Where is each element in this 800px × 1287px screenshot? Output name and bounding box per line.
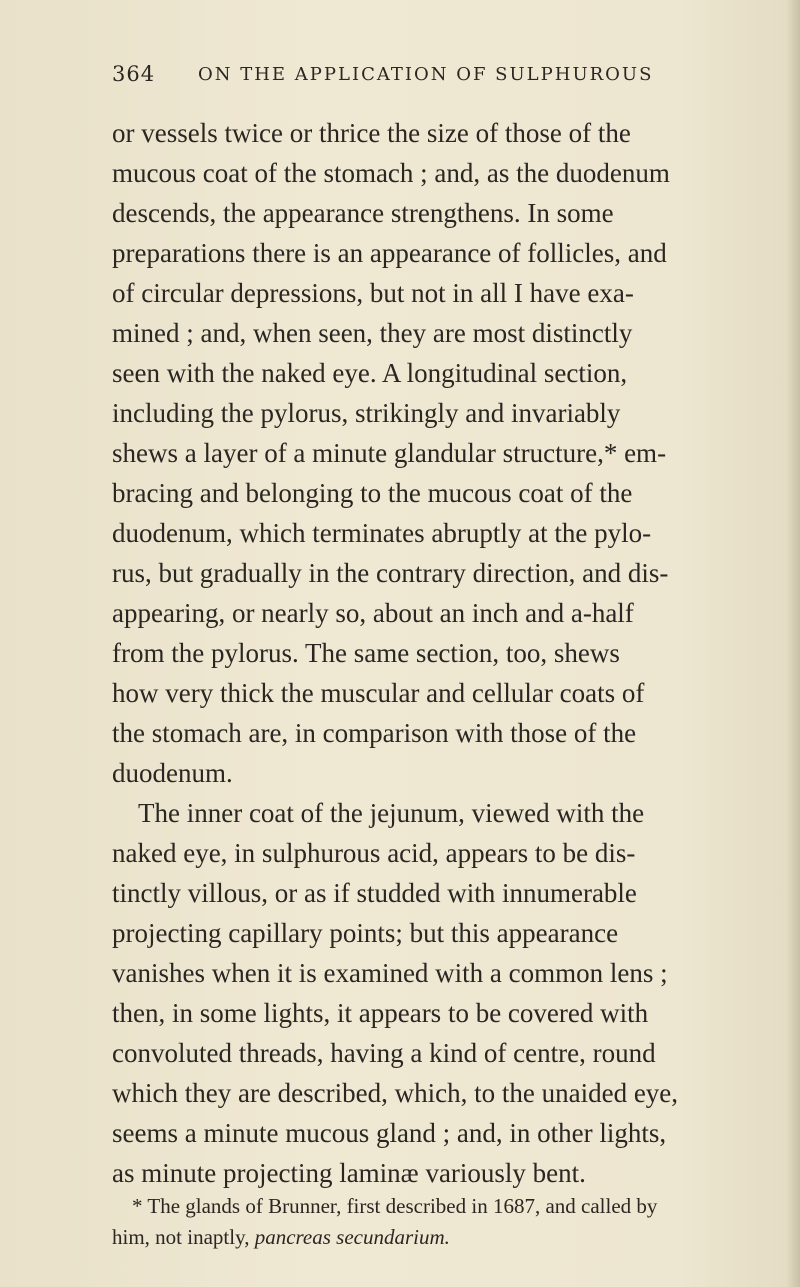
running-title: ON THE APPLICATION OF SULPHUROUS xyxy=(198,64,654,85)
text-line: mucous coat of the stomach ; and, as the duodenum xyxy=(112,158,670,188)
text-line: seems a minute mucous gland ; and, in other lights, xyxy=(112,1118,667,1148)
text-line: how very thick the muscular and cellular coats of xyxy=(112,678,645,708)
text-line: shews a layer of a minute glandular structure,* em- xyxy=(112,438,667,468)
text-line: bracing and belonging to the mucous coat of the xyxy=(112,478,633,508)
text-line: including the pylorus, strikingly and invariably xyxy=(112,398,621,428)
text-line: rus, but gradually in the contrary direction, and dis- xyxy=(112,558,669,588)
text-line: descends, the appearance strengthens. In some xyxy=(112,198,614,228)
footnote-text: him, not inaptly, xyxy=(112,1225,255,1249)
text-line: The inner coat of the jejunum, viewed with the xyxy=(138,798,645,828)
text-line: duodenum. xyxy=(112,758,233,788)
page-edge-shadow xyxy=(786,0,800,1287)
text-line: from the pylorus. The same section, too, shews xyxy=(112,638,620,668)
text-line: appearing, or nearly so, about an inch and a-half xyxy=(112,598,634,628)
text-line: vanishes when it is examined with a common lens ; xyxy=(112,958,668,988)
page-header xyxy=(112,62,672,92)
footnote-line: * The glands of Brunner, first described in 1687, and called by xyxy=(132,1194,658,1218)
footnote-italic-term: pancreas secundarium. xyxy=(254,1225,450,1249)
footnote-line xyxy=(112,1223,450,1251)
text-line: seen with the naked eye. A longitudinal section, xyxy=(112,358,628,388)
text-line: or vessels twice or thrice the size of those of the xyxy=(112,118,631,148)
text-line: mined ; and, when seen, they are most distinctly xyxy=(112,318,633,348)
text-line: as minute projecting laminæ variously bent. xyxy=(112,1158,586,1188)
text-line: duodenum, which terminates abruptly at the pylo- xyxy=(112,518,652,548)
text-line: naked eye, in sulphurous acid, appears to be dis- xyxy=(112,838,636,868)
text-line: then, in some lights, it appears to be covered with xyxy=(112,998,649,1028)
text-line: of circular depressions, but not in all I have exa- xyxy=(112,278,634,308)
page-number: 364 xyxy=(112,62,156,86)
text-line: the stomach are, in comparison with those of the xyxy=(112,718,637,748)
text-line: tinctly villous, or as if studded with innumerable xyxy=(112,878,637,908)
text-line: preparations there is an appearance of follicles, and xyxy=(112,238,667,268)
text-line: convoluted threads, having a kind of centre, round xyxy=(112,1038,656,1068)
text-line: which they are described, which, to the unaided eye, xyxy=(112,1078,679,1108)
text-line: projecting capillary points; but this appearance xyxy=(112,918,619,948)
